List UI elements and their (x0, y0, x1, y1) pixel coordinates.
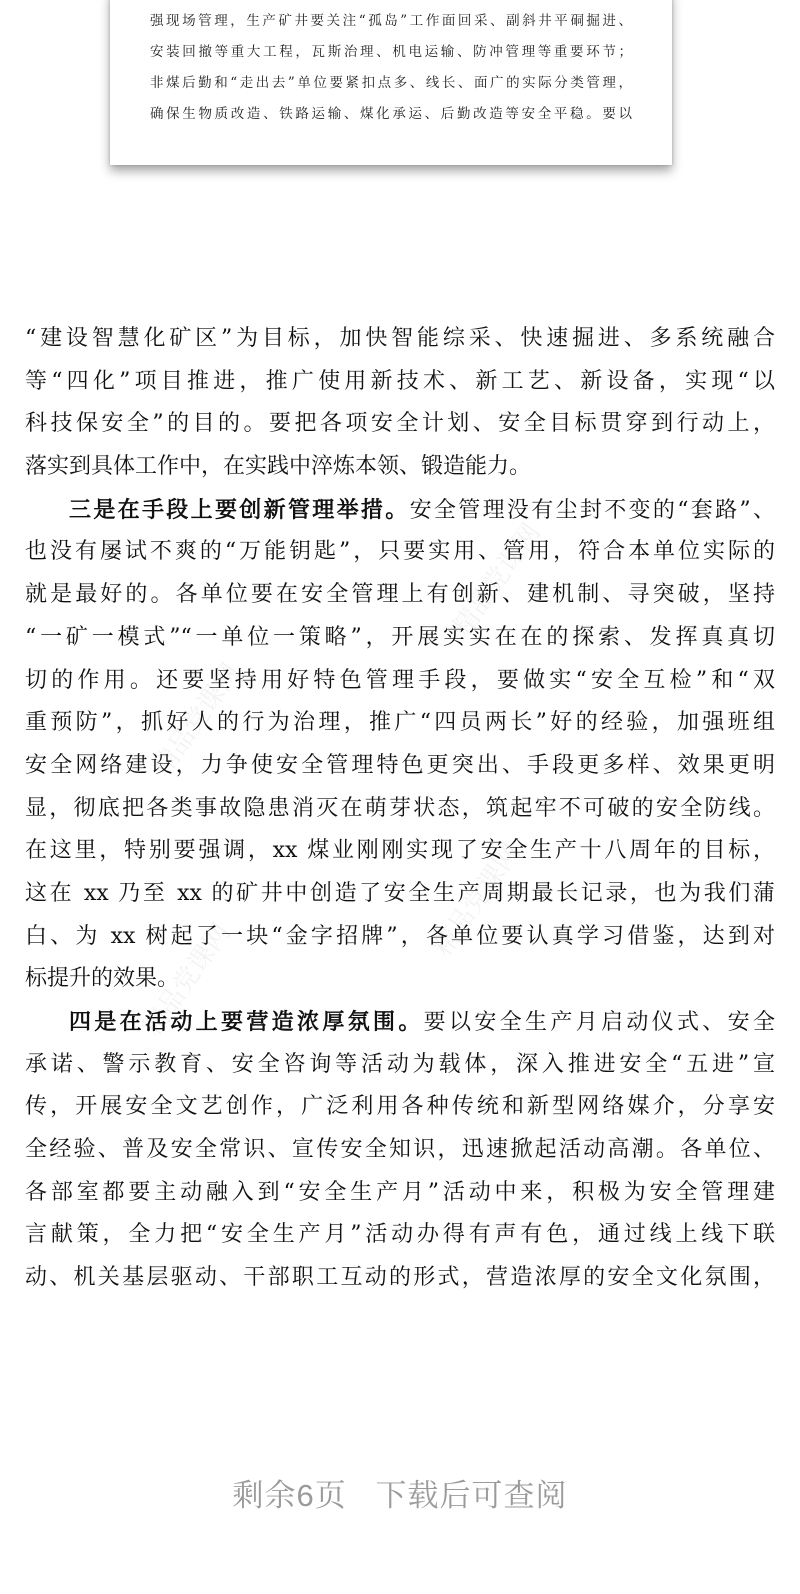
text-line: 承诺、警示教育、安全咨询等活动为载体，深入推进安全“五进”宣 (25, 1051, 775, 1077)
watermark: 精品党课网 (447, 518, 547, 642)
text-line: “一矿一模式”“一单位一策略”，开展实实在在的探索、发挥真真切 (25, 624, 775, 650)
text-line: 传，开展安全文艺创作，广泛利用各种传统和新型网络媒介，分享安 (25, 1094, 775, 1120)
paragraph-heading-line (25, 1001, 775, 1044)
text-line: 动、机关基层驱动、干部职工互动的形式，营造浓厚的安全文化氛围， (25, 1265, 775, 1291)
text-line: 在这里，特别要强调，xx 煤业刚刚实现了安全生产十八周年的目标， (25, 838, 775, 864)
download-hint-label: 下载后可查阅 (375, 1478, 568, 1513)
card-line: 非煤后勤和“走出去”单位要紧扣点多、线长、面广的实际分类管理， (150, 75, 632, 91)
text-line: 白、为 xx 树起了一块“金字招牌”，各单位要认真学习借鉴，达到对 (25, 923, 775, 949)
section-heading: 四是在活动上要营造浓厚氛围。 (69, 1009, 424, 1035)
text-line: 安全网络建设，力争使安全管理特色更突出、手段更多样、效果更明 (25, 752, 775, 778)
text-line: 这在 xx 乃至 xx 的矿井中创造了安全生产周期最长记录，也为我们蒲 (25, 880, 775, 906)
text-line: 言献策，全力把“安全生产月”活动办得有声有色，通过线上线下联 (25, 1222, 775, 1248)
text-line: 科技保安全”的目的。要把各项安全计划、安全目标贯穿到行动上， (25, 411, 775, 437)
card-line: 强现场管理，生产矿井要关注“孤岛”工作面回采、副斜井平硐掘进、 (150, 13, 632, 29)
text-line: 落实到具体工作中，在实践中淬炼本领、锻造能力。 (25, 454, 532, 480)
text-line: 重预防”，抓好人的行为治理，推广“四员两长”好的经验，加强班组 (25, 710, 775, 736)
watermark: 精品党课网 (147, 658, 247, 782)
document-body (25, 318, 775, 1300)
text-line: “建设智慧化矿区”为目标，加快智能综采、快速掘进、多系统融合 (25, 326, 775, 351)
text-line: 就是最好的。各单位要在安全管理上有创新、建机制、寻突破，坚持 (25, 582, 775, 608)
text-line: 各部室都要主动融入到“安全生产月”活动中来，积极为安全管理建 (25, 1179, 775, 1205)
remaining-pages-label: 剩余6页 (232, 1478, 347, 1513)
text-line: 要以安全生产月启动仪式、安全 (423, 1010, 775, 1035)
card-line: 确保生物质改造、铁路运输、煤化承运、后勤改造等安全平稳。要以 (150, 106, 632, 122)
text-line: 也没有屡试不爽的“万能钥匙”，只要实用、管用，符合本单位实际的 (25, 539, 775, 565)
text-line: 安全管理没有尘封不变的“套路”、 (409, 497, 775, 523)
card-line: 安装回撤等重大工程，瓦斯治理、机电运输、防冲管理等重要环节； (150, 44, 632, 60)
watermark: 精品党课网 (427, 838, 527, 962)
download-prompt[interactable] (0, 1470, 800, 1515)
text-line: 切的作用。还要坚持用好特色管理手段，要做实“安全互检”和“双 (25, 667, 775, 693)
text-line: 全经验、普及安全常识、宣传安全知识，迅速掀起活动高潮。各单位、 (25, 1137, 775, 1163)
text-line: 标提升的效果。 (25, 966, 180, 992)
preview-page-card (110, 0, 672, 165)
text-line: 等“四化”项目推进，推广使用新技术、新工艺、新设备，实现“以 (25, 368, 775, 394)
text-line: 显，彻底把各类事故隐患消灭在萌芽状态，筑起牢不可破的安全防线。 (25, 795, 775, 821)
section-heading: 三是在手段上要创新管理举措。 (69, 496, 410, 523)
watermark: 精品党课网 (137, 918, 237, 1042)
paragraph-heading-line (25, 489, 775, 532)
